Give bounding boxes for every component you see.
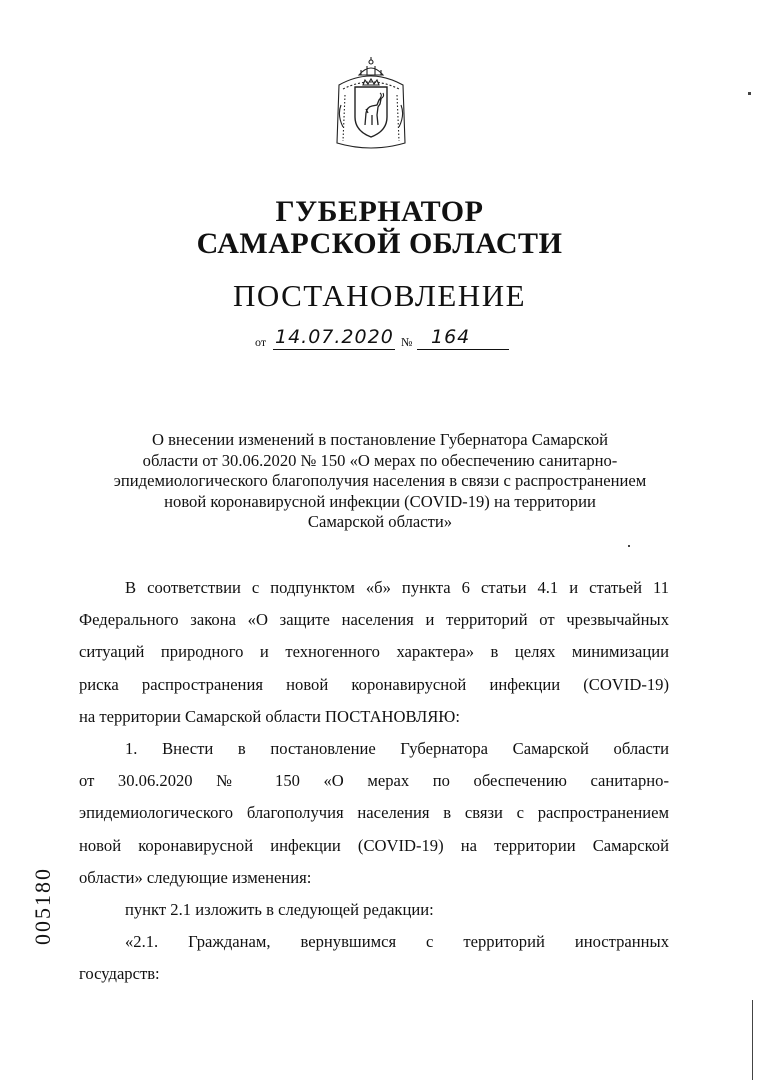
item1-line: новой коронавирусной инфекции (COVID-19) на территории Самарской	[79, 835, 669, 855]
subject-line: новой коронавирусной инфекции (COVID-19) на территории	[164, 491, 596, 511]
preamble-line: ситуаций природного и техногенного характера» в целях минимизации	[79, 642, 669, 662]
subject-line: О внесении изменений в постановление Губернатора Самарской	[151, 430, 609, 449]
item1-line: эпидемиологического благополучия населения в связи с распространением	[79, 803, 669, 823]
date-number-row	[255, 326, 515, 354]
number-label: №	[401, 335, 413, 349]
document-subject	[110, 430, 650, 533]
preamble-line: риска распространения новой коронавирусной инфекции (COVID-19)	[79, 674, 669, 694]
item1-line: от 30.06.2020 № 150 «О мерах по обеспечению санитарно-	[79, 771, 669, 791]
item2-line: государств:	[79, 964, 160, 984]
date-underline	[273, 349, 395, 350]
item1-line: 1. Внести в постановление Губернатора Самарской области	[125, 738, 669, 758]
document-type: ПОСТАНОВЛЕНИЕ	[232, 278, 527, 313]
issuer-title: ГУБЕРНАТОР	[275, 195, 484, 228]
scan-speck	[748, 92, 751, 95]
item1-subclause: пункт 2.1 изложить в следующей редакции:	[125, 899, 434, 919]
item2-line: «2.1. Гражданам, вернувшимся с территорий иностранных	[125, 932, 669, 952]
number-underline	[417, 349, 509, 350]
handwritten-number: 164	[431, 326, 471, 348]
subject-line: области от 30.06.2020 № 150 «О мерах по обеспечению санитарно-	[142, 450, 618, 470]
handwritten-date: 14.07.2020	[275, 326, 394, 348]
date-label: от	[255, 335, 267, 349]
scan-edge-line	[752, 1000, 753, 1080]
preamble-line: В соответствии с подпунктом «б» пункта 6 статьи 4.1 и статьей 11	[125, 578, 669, 597]
subject-line: Самарской области»	[307, 512, 453, 531]
preamble-line: Федерального закона «О защите населения и территорий от чрезвычайных	[79, 610, 669, 630]
document-body	[79, 572, 669, 990]
margin-registration-number: 005180	[30, 867, 55, 945]
item1-line: области» следующие изменения:	[79, 867, 312, 887]
subject-line: эпидемиологического благополучия населения в связи с распространением	[113, 471, 647, 490]
preamble-line: на территории Самарской области ПОСТАНОВЛЯЮ:	[79, 706, 460, 726]
issuer-region: САМАРСКОЙ ОБЛАСТИ	[196, 227, 563, 260]
coat-of-arms-icon	[331, 55, 411, 155]
scan-speck	[628, 545, 630, 547]
